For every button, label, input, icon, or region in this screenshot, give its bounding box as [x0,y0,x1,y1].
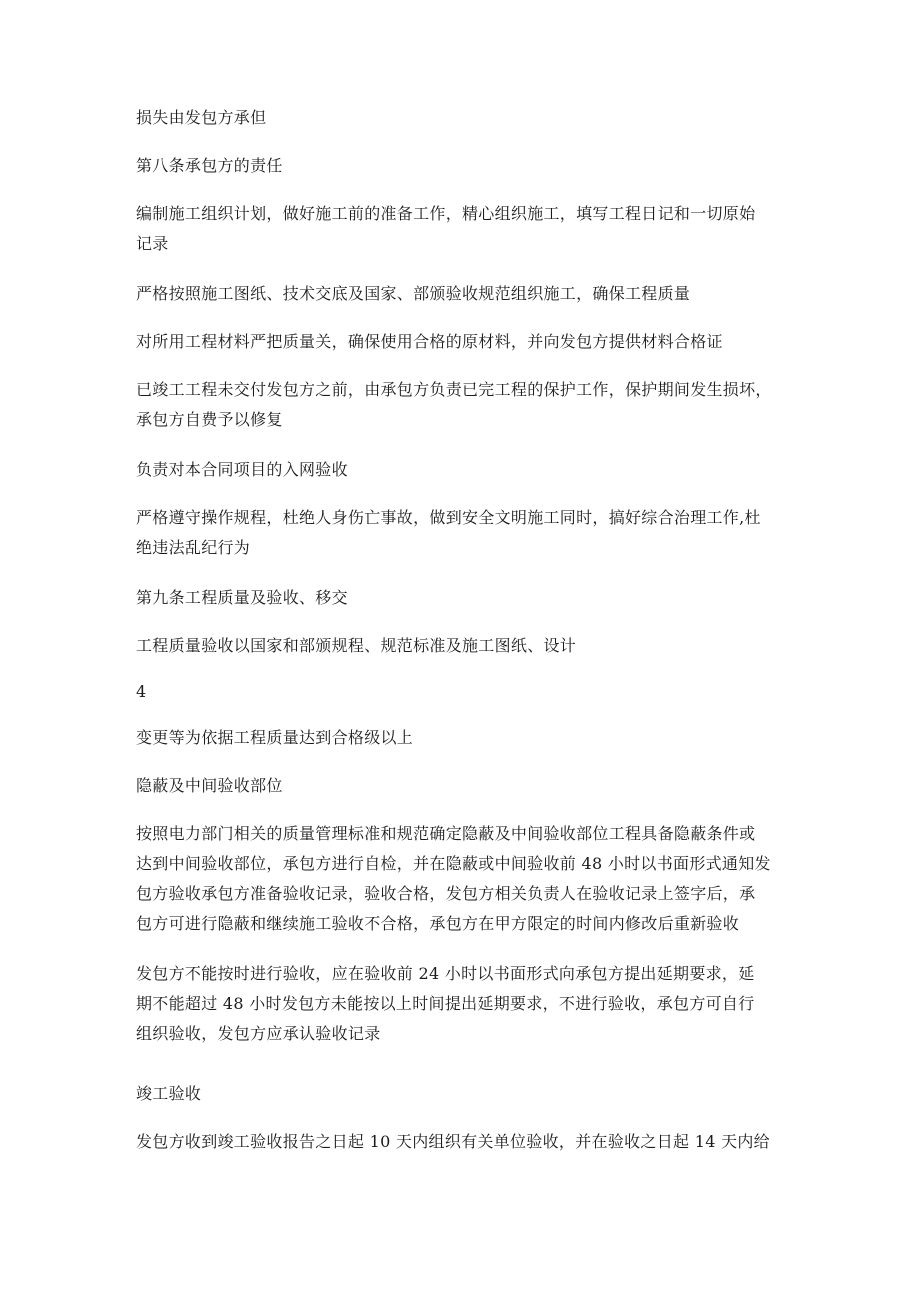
text-line: 损失由发包方承但 [136,108,267,127]
subheading [136,1079,796,1109]
text-line: 竣工验收 [136,1084,202,1103]
text-line: 绝违法乱纪行为 [136,538,251,557]
section-heading [136,151,796,181]
section-heading [136,583,796,613]
text-line: 已竣工工程未交付发包方之前，由承包方负责已完工程的保护工作，保护期间发生损坏， [136,380,772,399]
paragraph [136,1127,796,1157]
text-line: 发包方不能按时进行验收，应在验收前 24 小时以书面形式向承包方提出延期要求，延 [136,964,755,983]
text-line: 记录 [136,234,169,253]
paragraph [136,199,796,259]
paragraph [136,455,796,485]
text-line: 发包方收到竣工验收报告之日起 10 天内组织有关单位验收，并在验收之日起 14 天内给 [136,1132,770,1151]
paragraph [136,279,796,309]
paragraph [136,819,796,939]
text-line: 变更等为依据工程质量达到合格级以上 [136,728,414,747]
paragraph [136,959,796,1049]
text-line: 严格遵守操作规程，杜绝人身伤亡事故，做到安全文明施工同时，搞好综合治理工作,杜 [136,508,761,527]
text-line: 包方验收承包方准备验收记录，验收合格，发包方相关负责人在验收记录上签字后，承 [136,884,756,903]
text-line: 承包方自费予以修复 [136,410,283,429]
text-line: 组织验收，发包方应承认验收记录 [136,1024,381,1043]
paragraph [136,103,796,133]
paragraph [136,327,796,357]
text-line: 达到中间验收部位，承包方进行自检，并在隐蔽或中间验收前 48 小时以书面形式通知发 [136,854,771,873]
text-line: 包方可进行隐蔽和继续施工验收不合格，承包方在甲方限定的时间内修改后重新验收 [136,914,740,933]
text-line: 隐蔽及中间验收部位 [136,776,283,795]
paragraph [136,503,796,563]
text-line: 严格按照施工图纸、技术交底及国家、部颁验收规范组织施工，确保工程质量 [136,284,691,303]
subheading [136,771,796,801]
text-line: 负责对本合同项目的入网验收 [136,460,348,479]
paragraph [136,723,796,753]
text-line: 第九条工程质量及验收、移交 [136,588,348,607]
text-line: 工程质量验收以国家和部颁规程、规范标准及施工图纸、设计 [136,636,577,655]
text-line: 编制施工组织计划，做好施工前的准备工作，精心组织施工，填写工程日记和一切原始 [136,204,756,223]
text-line: 第八条承包方的责任 [136,156,283,175]
paragraph [136,631,796,661]
text-line: 期不能超过 48 小时发包方未能按以上时间提出延期要求，不进行验收，承包方可自行 [136,994,755,1013]
text-line: 4 [136,682,147,701]
text-line: 按照电力部门相关的质量管理标准和规范确定隐蔽及中间验收部位工程具备隐蔽条件或 [136,824,756,843]
page-number [136,677,796,707]
text-line: 对所用工程材料严把质量关，确保使用合格的原材料，并向发包方提供材料合格证 [136,332,723,351]
paragraph [136,375,796,435]
